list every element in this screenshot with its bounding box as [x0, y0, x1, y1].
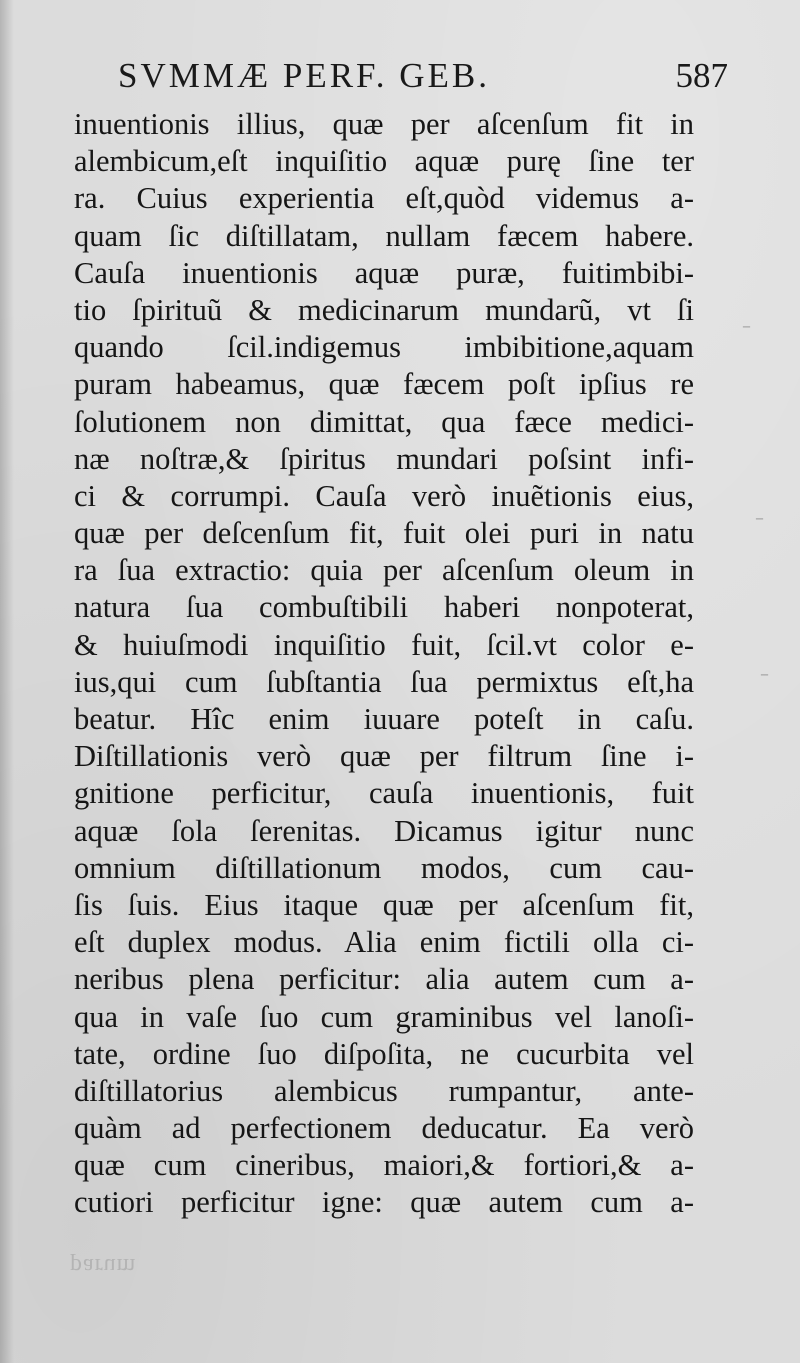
text-line: quam ſic diſtillatam, nullam fæcem habere. [74, 218, 694, 253]
text-line: natura ſua combuſtibili haberi nonpoterat, [74, 590, 694, 625]
running-title: SVMMÆ PERF. GEB. [118, 56, 490, 95]
text-line: quàm ad perfectionem deducatur. Ea verò [74, 1111, 694, 1146]
margin-mark: – [760, 664, 769, 685]
page-header [118, 50, 728, 102]
page-number: 587 [675, 56, 728, 95]
text-line: Cauſa inuentionis aquæ puræ, fuitimbibi- [74, 255, 694, 290]
text-line: ra ſua extractio: quia per aſcenſum oleum in [74, 553, 694, 588]
text-line: quæ per deſcenſum fit, fuit olei puri in natu [74, 516, 694, 551]
text-line: ci & corrumpi. Cauſa verò inuẽtionis eius, [74, 478, 694, 513]
text-line: ius,qui cum ſubſtantia ſua permixtus eſt,ha [74, 664, 694, 699]
text-line: eſt duplex modus. Alia enim fictili olla ci- [74, 925, 694, 960]
margin-mark: – [755, 508, 764, 529]
text-line: & huiuſmodi inquiſitio fuit, ſcil.vt color e- [74, 627, 694, 662]
text-line: diſtillatorius alembicus rumpantur, ante- [74, 1073, 694, 1108]
text-line: aquæ ſola ſerenitas. Dicamus igitur nunc [74, 813, 694, 848]
text-line: ra. Cuius experientia eſt,quòd videmus a- [74, 181, 694, 216]
text-line: alembicum,eſt inquiſitio aquæ purę ſine ter [74, 144, 694, 179]
text-line: omnium diſtillationum modos, cum cau- [74, 850, 694, 885]
text-line: beatur. Hîc enim iuuare poteſt in caſu. [74, 702, 694, 736]
text-line: tate, ordine ſuo diſpoſita, ne cucurbita vel [74, 1036, 694, 1071]
bleed-through-catchword: parum [70, 1253, 137, 1279]
body-text [74, 106, 694, 1222]
text-line: tio ſpirituũ & medicinarum mundarũ, vt ſi [74, 292, 694, 327]
text-line: Diſtillationis verò quæ per filtrum ſine i- [74, 739, 694, 774]
text-line: puram habeamus, quæ fæcem poſt ipſius re [74, 367, 694, 402]
text-line: inuentionis illius, quæ per aſcenſum fit in [74, 107, 694, 141]
text-line: næ noſtræ,& ſpiritus mundari poſsint infi- [74, 441, 694, 476]
text-line: ſolutionem non dimittat, qua fæce medici- [74, 404, 694, 439]
page-gutter-shadow [0, 0, 14, 1363]
text-line: ſis ſuis. Eius itaque quæ per aſcenſum fit, [74, 887, 694, 922]
text-line: qua in vaſe ſuo cum graminibus vel lanoſi- [74, 999, 694, 1034]
text-line: gnitione perficitur, cauſa inuentionis, fuit [74, 776, 694, 811]
text-line: quando ſcil.indigemus imbibitione,aquam [74, 330, 694, 365]
text-line: quæ cum cineribus, maiori,& fortiori,& a- [74, 1148, 694, 1183]
text-line: neribus plena perficitur: alia autem cum a- [74, 962, 694, 997]
margin-mark: – [742, 316, 751, 337]
text-line: cutiori perficitur igne: quæ autem cum a- [74, 1185, 694, 1220]
